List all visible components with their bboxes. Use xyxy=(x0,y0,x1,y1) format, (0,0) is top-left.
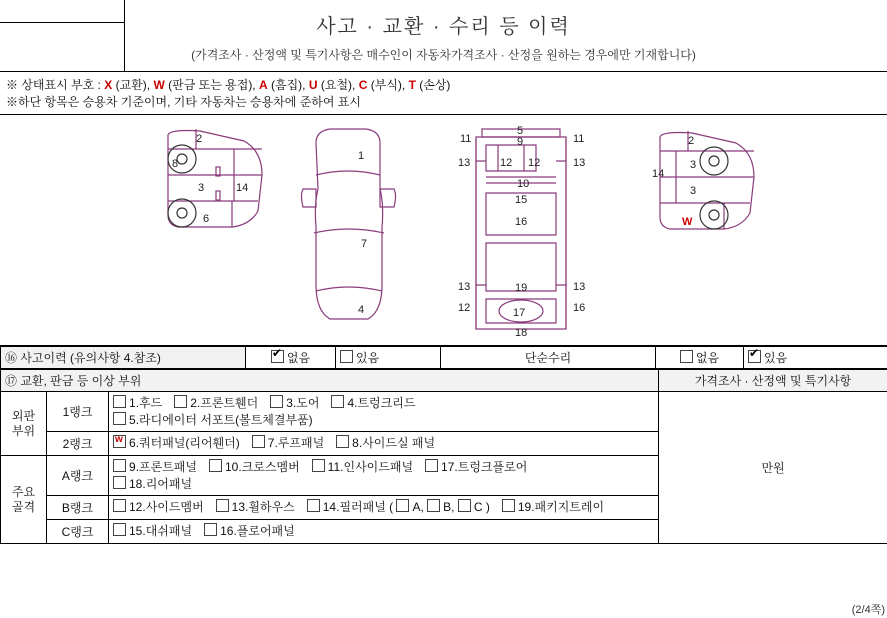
document-header xyxy=(0,0,887,72)
simple-none-label: 없음 xyxy=(695,351,720,365)
diagram-label: 12 xyxy=(458,302,471,314)
diagram-label: 9 xyxy=(517,136,524,148)
part-checkbox-15[interactable] xyxy=(113,523,126,536)
diagram-label: 13 xyxy=(573,281,586,293)
header-left-box xyxy=(0,0,125,71)
rank-label-2: 2랭크 xyxy=(47,432,109,456)
part-item-13[interactable]: 13.휠하우스 xyxy=(216,499,295,516)
page-footer: (2/4쪽) xyxy=(851,604,885,616)
part-label-1: 1 xyxy=(129,395,136,410)
rank-label-a: A랭크 xyxy=(47,456,109,496)
rank-a-items xyxy=(109,456,659,496)
part-checkbox-13[interactable] xyxy=(216,499,229,512)
accident-history-table xyxy=(0,346,887,369)
rank-b-items xyxy=(109,496,659,520)
diagram-label: 11 xyxy=(573,133,585,145)
part-item-18[interactable]: 18.리어패널 xyxy=(113,476,192,493)
part-item-11[interactable]: 11.인사이드패널 xyxy=(312,459,413,476)
part-checkbox-19[interactable] xyxy=(502,499,515,512)
table-row xyxy=(1,347,887,369)
group-label-frame: 주요 골격 xyxy=(1,456,47,544)
part-checkbox-4[interactable] xyxy=(331,395,344,408)
diagram-label: 3 xyxy=(690,159,697,171)
part-checkbox-5[interactable] xyxy=(113,412,126,425)
simple-repair-label: 단순수리 xyxy=(441,347,656,369)
part-item-9[interactable]: 9.프론트패널 xyxy=(113,459,197,476)
part-checkbox-17[interactable] xyxy=(425,459,438,472)
legend-prefix: ※ 상태표시 부호 : xyxy=(6,78,105,92)
diagram-label: 12 xyxy=(500,157,513,169)
part-checkbox-2[interactable] xyxy=(174,395,187,408)
part-item-12[interactable]: 12.사이드멤버 xyxy=(113,499,204,516)
diagram-label: 16 xyxy=(573,302,586,314)
part-checkbox-11[interactable] xyxy=(312,459,325,472)
diagram-label: 15 xyxy=(515,194,528,206)
accident-yes-cell[interactable] xyxy=(336,347,441,369)
simple-none-checkbox[interactable] xyxy=(680,350,693,363)
diagram-label: 19 xyxy=(515,282,528,294)
table-row xyxy=(1,392,887,432)
page-title: 사고 · 교환 · 수리 등 이력 xyxy=(316,16,571,38)
part-checkbox-8[interactable] xyxy=(336,435,349,448)
accident-none-cell[interactable] xyxy=(246,347,336,369)
rank-2-items xyxy=(109,432,659,456)
legend-line-1 xyxy=(6,77,881,94)
rank-1-items xyxy=(109,392,659,432)
pillar-checkbox-a[interactable] xyxy=(396,499,409,512)
part-checkbox-12[interactable] xyxy=(113,499,126,512)
part-item-17[interactable]: 17.트렁크플로어 xyxy=(425,459,527,476)
part-item-19[interactable]: 19.패키지트레이 xyxy=(502,499,604,516)
rank-label-b: B랭크 xyxy=(47,496,109,520)
part-item-16[interactable]: 16.플로어패널 xyxy=(204,523,295,540)
part-checkbox-3[interactable] xyxy=(270,395,283,408)
diagram-label: 13 xyxy=(573,157,586,169)
part-item-10[interactable]: 10.크로스멤버 xyxy=(209,459,300,476)
car-diagram xyxy=(0,115,887,346)
rank-label-c: C랭크 xyxy=(47,520,109,544)
legend-line-2: ※하단 항목은 승용차 기준이며, 기타 자동차는 승용차에 준하여 표시 xyxy=(6,95,361,109)
legend-mark-t: T xyxy=(408,78,416,92)
legend-text-a: (흠집), xyxy=(267,78,309,92)
parts-section-label: ⑰ 교환, 판금 등 이상 부위 xyxy=(1,370,659,392)
diagram-label: 18 xyxy=(515,327,528,339)
diagram-label: 7 xyxy=(361,238,368,250)
part-item-3[interactable]: 3.도어 xyxy=(270,395,319,412)
legend-mark-a: A xyxy=(258,78,268,92)
simple-yes-cell[interactable] xyxy=(744,347,887,369)
diagram-label: 13 xyxy=(458,281,471,293)
part-checkbox-18[interactable] xyxy=(113,476,126,489)
table-row xyxy=(1,370,887,392)
pillar-checkbox-c[interactable] xyxy=(458,499,471,512)
price-value: 만원 xyxy=(761,461,785,475)
diagram-label: 8 xyxy=(172,158,179,170)
diagram-label: 3 xyxy=(690,185,697,197)
diagram-label: 12 xyxy=(528,157,541,169)
accident-none-label: 없음 xyxy=(286,351,311,365)
accident-yes-checkbox[interactable] xyxy=(340,350,353,363)
part-item-1[interactable]: 1.후드 xyxy=(113,395,162,412)
part-checkbox-6[interactable] xyxy=(113,435,126,448)
group-label-exterior: 외판 부위 xyxy=(1,392,47,456)
diagram-label: 14 xyxy=(236,182,249,194)
part-item-5[interactable]: 5.라디에이터 서포트(볼트체결부품) xyxy=(113,412,313,429)
diagram-damage-mark: W xyxy=(682,216,693,228)
part-item-7[interactable]: 7.루프패널 xyxy=(252,435,324,452)
legend-mark-x: X xyxy=(104,78,113,92)
part-item-8[interactable]: 8.사이드실 패널 xyxy=(336,435,435,452)
legend-mark-c: C xyxy=(358,78,368,92)
part-item-14[interactable]: 14.필러패널 ( A, B, C ) xyxy=(307,499,490,516)
accident-history-label: ⑯ 사고이력 (유의사항 4.참조) xyxy=(1,347,246,369)
diagram-label: 17 xyxy=(513,307,526,319)
diagram-label: 11 xyxy=(460,133,472,145)
part-checkbox-7[interactable] xyxy=(252,435,265,448)
part-item-4[interactable]: 4.트렁크리드 xyxy=(331,395,415,412)
rank-label-1: 1랭크 xyxy=(47,392,109,432)
parts-table xyxy=(0,369,887,544)
part-checkbox-1[interactable] xyxy=(113,395,126,408)
diagram-label: 4 xyxy=(358,304,365,316)
simple-yes-label: 있음 xyxy=(764,351,788,365)
part-checkbox-9[interactable] xyxy=(113,459,126,472)
diagram-label: 1 xyxy=(358,150,365,162)
simple-yes-checkbox[interactable] xyxy=(748,350,761,363)
part-checkbox-14[interactable] xyxy=(307,499,320,512)
legend-text-c: (부식), xyxy=(367,78,409,92)
diagram-label: 13 xyxy=(458,157,471,169)
legend-mark-u: U xyxy=(308,78,318,92)
legend-text-t: (손상) xyxy=(415,78,451,92)
part-checkbox-16[interactable] xyxy=(204,523,217,536)
price-value-cell[interactable] xyxy=(659,392,887,544)
diagram-label: 10 xyxy=(517,178,530,190)
diagram-label: 2 xyxy=(196,133,203,145)
diagram-label: 2 xyxy=(688,135,695,147)
simple-none-cell[interactable] xyxy=(656,347,744,369)
legend-text-x: (교환), xyxy=(112,78,154,92)
diagram-label: 3 xyxy=(198,182,205,194)
legend-text-w: (판금 또는 용접), xyxy=(164,78,259,92)
rank-c-items xyxy=(109,520,659,544)
pillar-checkbox-b[interactable] xyxy=(427,499,440,512)
diagram-label: 5 xyxy=(517,125,524,137)
part-item-6[interactable]: w 6.쿼터패널(리어휀더) xyxy=(113,435,240,452)
diagram-label: 16 xyxy=(515,216,528,228)
legend-mark-w: W xyxy=(153,78,165,92)
accident-none-checkbox[interactable] xyxy=(271,350,284,363)
part-item-15[interactable]: 15.대쉬패널 xyxy=(113,523,192,540)
page-subtitle: (가격조사 · 산정액 및 특기사항은 매수인이 자동차가격조사 · 산정을 원하는 경우에만 기재합니다) xyxy=(191,48,696,62)
legend xyxy=(0,72,887,115)
diagram-label: 6 xyxy=(203,213,210,225)
part-checkbox-10[interactable] xyxy=(209,459,222,472)
price-section-label: 가격조사 · 산정액 및 특기사항 xyxy=(659,370,887,392)
header-divider xyxy=(0,22,125,23)
legend-text-u: (요철), xyxy=(317,78,359,92)
part-item-2[interactable]: 2.프론트휀더 xyxy=(174,395,258,412)
accident-yes-label: 있음 xyxy=(356,351,380,365)
diagram-label: 14 xyxy=(652,168,665,180)
